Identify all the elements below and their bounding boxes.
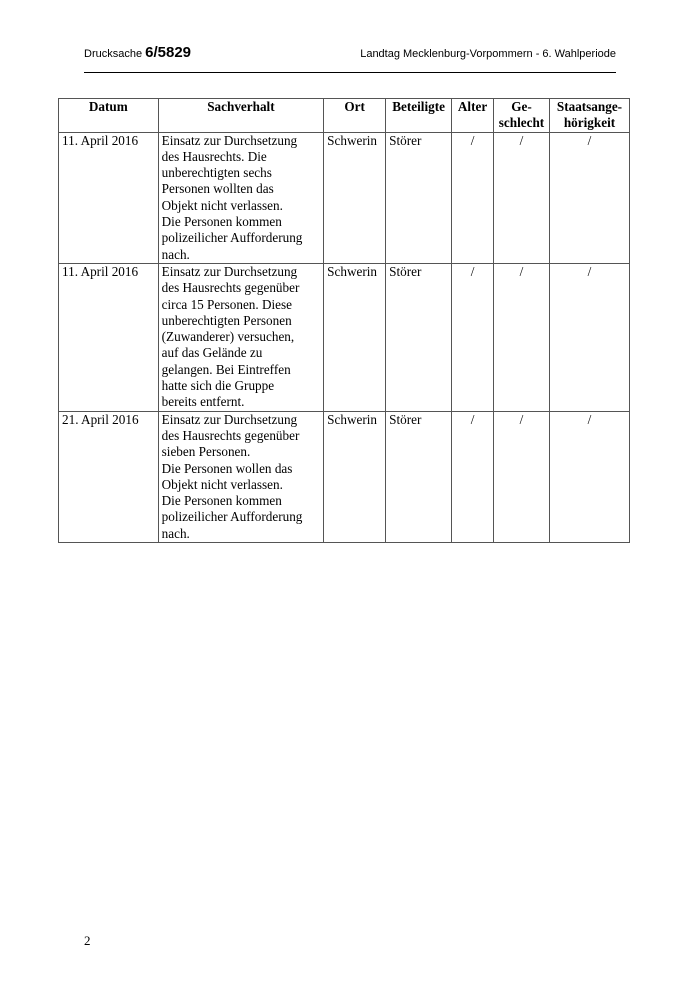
sachverhalt-line: Die Personen wollen das <box>161 460 293 476</box>
cell-sachverhalt <box>158 132 324 263</box>
col-geschlecht-line: schlecht <box>498 115 545 131</box>
sachverhalt-line: polizeilicher Aufforderung <box>161 230 303 246</box>
cell-alter: / <box>452 132 494 263</box>
sachverhalt-line: Einsatz zur Durchsetzung <box>161 263 298 279</box>
col-datum: Datum <box>59 99 159 133</box>
cell-ort: Schwerin <box>324 132 386 263</box>
sachverhalt-line: Einsatz zur Durchsetzung <box>161 132 298 148</box>
cell-staatsangehoerigkeit: / <box>549 411 629 542</box>
col-sachverhalt: Sachverhalt <box>158 99 324 133</box>
table-row <box>59 411 630 542</box>
sachverhalt-line: Einsatz zur Durchsetzung <box>161 411 298 427</box>
sachverhalt-line: des Hausrechts. Die <box>161 148 267 164</box>
cell-staatsangehoerigkeit: / <box>549 132 629 263</box>
col-geschlecht <box>494 99 550 133</box>
col-alter: Alter <box>452 99 494 133</box>
header-rule <box>84 72 616 73</box>
sachverhalt-line: auf das Gelände zu <box>161 345 263 361</box>
sachverhalt-line: circa 15 Personen. Diese <box>161 296 293 312</box>
cell-beteiligte: Störer <box>386 263 452 411</box>
cell-datum: 11. April 2016 <box>59 263 159 411</box>
sachverhalt-line: Objekt nicht verlassen. <box>161 476 283 492</box>
cell-staatsangehoerigkeit: / <box>549 263 629 411</box>
cell-ort: Schwerin <box>324 263 386 411</box>
sachverhalt-line: Objekt nicht verlassen. <box>161 197 283 213</box>
cell-alter: / <box>452 263 494 411</box>
col-staat-line: hörigkeit <box>563 115 616 131</box>
cell-geschlecht: / <box>494 132 550 263</box>
page-number: 2 <box>84 933 91 948</box>
col-ort: Ort <box>324 99 386 133</box>
cell-ort: Schwerin <box>324 411 386 542</box>
sachverhalt-line: des Hausrechts gegenüber <box>161 280 300 296</box>
cell-sachverhalt <box>158 263 324 411</box>
col-staatsangehoerigkeit <box>549 99 629 133</box>
cell-geschlecht: / <box>494 263 550 411</box>
sachverhalt-line: sieben Personen. <box>161 444 251 460</box>
cell-datum: 11. April 2016 <box>59 132 159 263</box>
page-header <box>84 40 616 62</box>
sachverhalt-line: Die Personen kommen <box>161 493 282 509</box>
sachverhalt-line: Personen wollten das <box>161 181 274 197</box>
sachverhalt-line: hatte sich die Gruppe <box>161 378 275 394</box>
col-geschlecht-line: Ge- <box>511 99 532 114</box>
sachverhalt-line: unberechtigten Personen <box>161 312 292 328</box>
table-header-row <box>59 99 630 133</box>
cell-geschlecht: / <box>494 411 550 542</box>
table-row <box>59 132 630 263</box>
cell-datum: 21. April 2016 <box>59 411 159 542</box>
cell-beteiligte: Störer <box>386 132 452 263</box>
sachverhalt-line: gelangen. Bei Eintreffen <box>161 361 291 377</box>
sachverhalt-line: des Hausrechts gegenüber <box>161 427 300 443</box>
col-staat-line: Staatsange- <box>556 99 623 114</box>
sachverhalt-line: (Zuwanderer) versuchen, <box>161 329 295 345</box>
parliament-label: Landtag Mecklenburg-Vorpommern - 6. Wahlperiode <box>360 48 616 60</box>
cell-sachverhalt <box>158 411 324 542</box>
drucksache-text: Drucksache <box>84 48 143 60</box>
drucksache-label <box>84 44 191 61</box>
sachverhalt-line: unberechtigten sechs <box>161 165 272 181</box>
sachverhalt-line: polizeilicher Aufforderung <box>161 509 303 525</box>
cell-alter: / <box>452 411 494 542</box>
table-row <box>59 263 630 411</box>
cell-beteiligte: Störer <box>386 411 452 542</box>
sachverhalt-line: Die Personen kommen <box>161 214 282 230</box>
sachverhalt-line: nach. <box>161 246 190 262</box>
table-body <box>59 132 630 542</box>
incident-table <box>58 98 630 543</box>
col-beteiligte: Beteiligte <box>386 99 452 133</box>
sachverhalt-line: bereits entfernt. <box>161 394 245 410</box>
drucksache-number: 6/5829 <box>145 44 192 61</box>
sachverhalt-line: nach. <box>161 525 190 541</box>
